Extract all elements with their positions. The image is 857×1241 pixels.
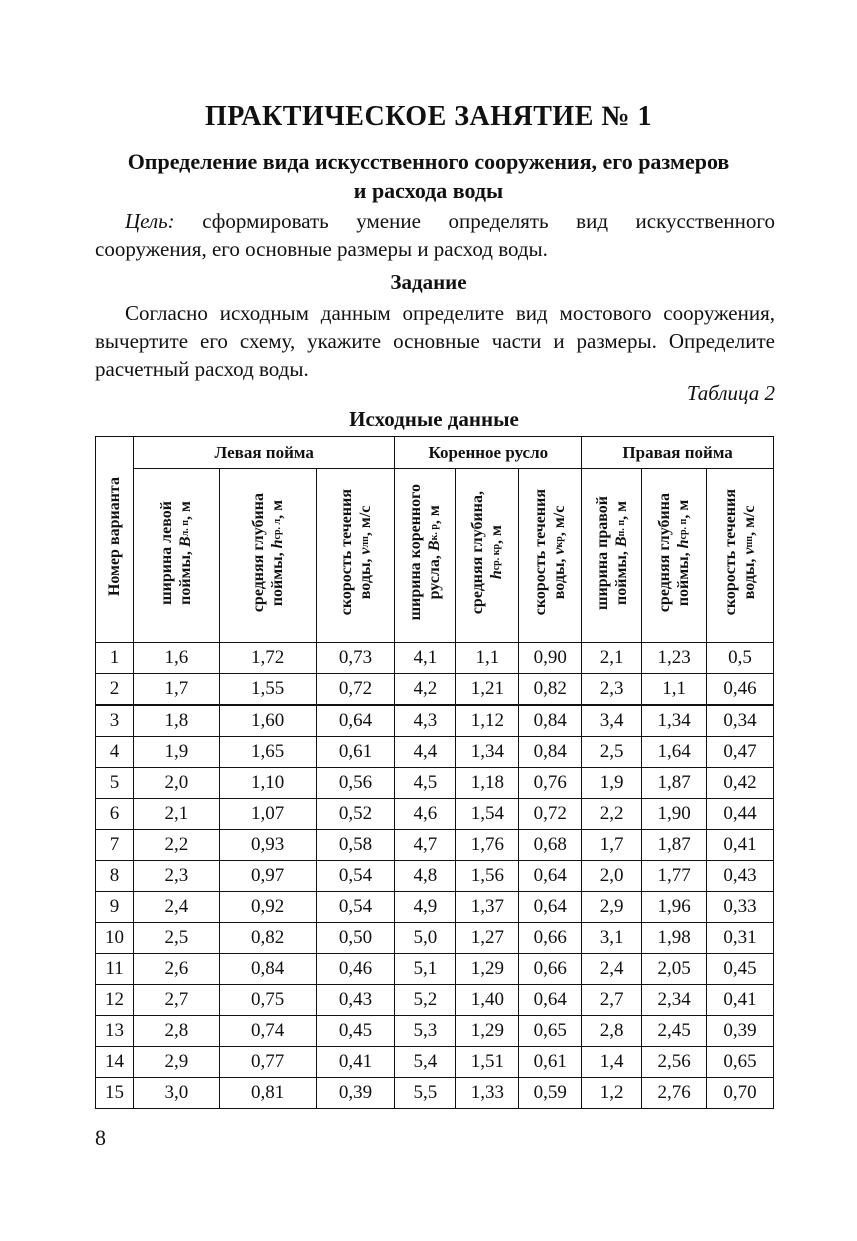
table-row bbox=[96, 892, 774, 923]
table-cell: 1,54 bbox=[456, 799, 519, 830]
column-header-line-2: поймы, bbox=[177, 546, 195, 605]
table-cell: 0,64 bbox=[519, 861, 582, 892]
table-cell: 1,9 bbox=[582, 768, 642, 799]
table-row bbox=[96, 674, 774, 706]
table-cell: 1,65 bbox=[219, 737, 316, 768]
table-cell: 0,84 bbox=[519, 737, 582, 768]
column-header-9 bbox=[707, 469, 774, 643]
table-cell: 0,72 bbox=[316, 674, 395, 706]
variant-number-cell: 2 bbox=[96, 674, 134, 706]
aim-paragraph bbox=[95, 207, 775, 263]
table-row bbox=[96, 861, 774, 892]
column-header-row bbox=[96, 469, 774, 643]
subtitle-line-1: Определение вида искусственного сооружения, его размеров bbox=[127, 149, 730, 174]
table-cell: 0,84 bbox=[219, 954, 316, 985]
table-cell: 1,1 bbox=[456, 643, 519, 674]
table-row bbox=[96, 1016, 774, 1047]
table-cell: 3,0 bbox=[133, 1078, 219, 1109]
table-cell: 2,1 bbox=[133, 799, 219, 830]
table-cell: 2,0 bbox=[133, 768, 219, 799]
column-header-text bbox=[468, 491, 506, 614]
table-cell: 1,12 bbox=[456, 705, 519, 737]
table-cell: 1,77 bbox=[642, 861, 707, 892]
table-row bbox=[96, 954, 774, 985]
table-cell: 5,3 bbox=[395, 1016, 456, 1047]
column-header-unit: , м bbox=[268, 499, 286, 519]
table-cell: 1,33 bbox=[456, 1078, 519, 1109]
column-header-3 bbox=[316, 469, 395, 643]
table-row bbox=[96, 1078, 774, 1109]
table-cell: 0,64 bbox=[316, 705, 395, 737]
variant-header-cell bbox=[96, 437, 134, 643]
table-cell: 1,07 bbox=[219, 799, 316, 830]
column-header-subscript: лп bbox=[359, 536, 371, 548]
column-header-line-1: средняя глубина bbox=[656, 492, 674, 613]
column-header-subscript: кр bbox=[554, 536, 566, 548]
table-cell: 1,87 bbox=[642, 830, 707, 861]
table-cell: 0,90 bbox=[519, 643, 582, 674]
variant-number-cell: 3 bbox=[96, 705, 134, 737]
table-cell: 2,7 bbox=[133, 985, 219, 1016]
table-label: Таблица 2 bbox=[686, 381, 775, 405]
table-cell: 0,92 bbox=[219, 892, 316, 923]
column-header-line-1: ширина правой bbox=[593, 495, 611, 610]
column-header-text bbox=[721, 489, 759, 615]
column-header-subscript: к. р bbox=[429, 524, 441, 541]
table-cell: 1,29 bbox=[456, 1016, 519, 1047]
column-header-unit: , м/с bbox=[356, 505, 374, 537]
column-header-line-1: скорость течения bbox=[532, 489, 550, 616]
task-paragraph: Согласно исходным данным определите вид мостового сооружения, вычертите его схему, укажите основные части и размеры. Определите расчетный расход воды. bbox=[95, 301, 775, 381]
table-cell: 1,4 bbox=[582, 1047, 642, 1078]
table-cell: 4,4 bbox=[395, 737, 456, 768]
table-cell: 0,64 bbox=[519, 985, 582, 1016]
table-cell: 0,84 bbox=[519, 705, 582, 737]
column-header-line-1: средняя глубина bbox=[249, 492, 267, 613]
column-header-text bbox=[337, 489, 375, 615]
table-cell: 0,41 bbox=[707, 830, 774, 861]
table-cell: 1,72 bbox=[219, 643, 316, 674]
column-header-unit: , м bbox=[177, 500, 195, 520]
table-cell: 2,9 bbox=[133, 1047, 219, 1078]
table-cell: 0,54 bbox=[316, 892, 395, 923]
column-header-subscript: п. п bbox=[615, 519, 627, 536]
column-header-line-1: скорость течения bbox=[337, 489, 355, 616]
table-cell: 0,42 bbox=[707, 768, 774, 799]
table-cell: 0,34 bbox=[707, 705, 774, 737]
table-cell: 0,46 bbox=[316, 954, 395, 985]
table-cell: 2,05 bbox=[642, 954, 707, 985]
table-cell: 0,82 bbox=[219, 923, 316, 954]
column-header-line-1: ширина коренного bbox=[407, 484, 425, 621]
column-header-text bbox=[593, 496, 631, 610]
table-cell: 0,46 bbox=[707, 674, 774, 706]
variant-number-cell: 6 bbox=[96, 799, 134, 830]
table-cell: 2,4 bbox=[582, 954, 642, 985]
table-cell: 0,61 bbox=[519, 1047, 582, 1078]
table-cell: 0,56 bbox=[316, 768, 395, 799]
variant-number-cell: 7 bbox=[96, 830, 134, 861]
column-header-symbol: h bbox=[488, 570, 506, 580]
variant-number-cell: 9 bbox=[96, 892, 134, 923]
table-cell: 1,21 bbox=[456, 674, 519, 706]
table-cell: 1,96 bbox=[642, 892, 707, 923]
column-header-symbol: B bbox=[612, 535, 630, 547]
table-cell: 0,68 bbox=[519, 830, 582, 861]
table-cell: 0,45 bbox=[316, 1016, 395, 1047]
table-cell: 1,98 bbox=[642, 923, 707, 954]
column-header-symbol: ν bbox=[551, 547, 569, 555]
table-cell: 0,50 bbox=[316, 923, 395, 954]
table-cell: 2,5 bbox=[582, 737, 642, 768]
table-row bbox=[96, 830, 774, 861]
table-cell: 0,70 bbox=[707, 1078, 774, 1109]
column-header-unit: , м/с bbox=[551, 505, 569, 537]
table-cell: 1,56 bbox=[456, 861, 519, 892]
table-cell: 0,65 bbox=[519, 1016, 582, 1047]
table-cell: 3,1 bbox=[582, 923, 642, 954]
variant-number-cell: 1 bbox=[96, 643, 134, 674]
column-header-symbol: B bbox=[177, 535, 195, 547]
table-cell: 5,2 bbox=[395, 985, 456, 1016]
table-row bbox=[96, 923, 774, 954]
table-cell: 1,6 bbox=[133, 643, 219, 674]
variant-number-cell: 10 bbox=[96, 923, 134, 954]
column-header-unit: , м bbox=[675, 499, 693, 519]
table-cell: 4,1 bbox=[395, 643, 456, 674]
table-cell: 0,81 bbox=[219, 1078, 316, 1109]
column-header-line-2: воды, bbox=[356, 554, 374, 600]
table-cell: 1,27 bbox=[456, 923, 519, 954]
variant-number-cell: 4 bbox=[96, 737, 134, 768]
table-cell: 0,75 bbox=[219, 985, 316, 1016]
column-header-text bbox=[531, 489, 569, 615]
column-header-unit: , м bbox=[612, 500, 630, 520]
task-heading: Задание bbox=[390, 270, 467, 294]
table-cell: 1,87 bbox=[642, 768, 707, 799]
table-cell: 0,43 bbox=[707, 861, 774, 892]
table-cell: 5,4 bbox=[395, 1047, 456, 1078]
table-cell: 1,40 bbox=[456, 985, 519, 1016]
table-title: Исходные данные bbox=[349, 407, 519, 431]
table-cell: 2,56 bbox=[642, 1047, 707, 1078]
table-cell: 1,64 bbox=[642, 737, 707, 768]
table-cell: 0,41 bbox=[707, 985, 774, 1016]
variant-header: Номер варианта bbox=[105, 477, 123, 597]
table-cell: 2,9 bbox=[582, 892, 642, 923]
table-cell: 0,54 bbox=[316, 861, 395, 892]
column-header-symbol: ν bbox=[356, 547, 374, 555]
column-header-unit: , м bbox=[488, 525, 506, 545]
group-right-floodplain: Правая пойма bbox=[582, 437, 774, 469]
table-cell: 4,2 bbox=[395, 674, 456, 706]
aim-label: Цель: bbox=[125, 209, 175, 233]
table-cell: 1,34 bbox=[642, 705, 707, 737]
table-body bbox=[96, 643, 774, 1109]
table-cell: 2,8 bbox=[133, 1016, 219, 1047]
table-cell: 1,29 bbox=[456, 954, 519, 985]
column-header-line-2: воды, bbox=[741, 554, 759, 600]
column-header-6 bbox=[519, 469, 582, 643]
table-cell: 0,66 bbox=[519, 954, 582, 985]
table-cell: 0,58 bbox=[316, 830, 395, 861]
table-cell: 0,82 bbox=[519, 674, 582, 706]
table-cell: 0,31 bbox=[707, 923, 774, 954]
table-cell: 0,43 bbox=[316, 985, 395, 1016]
source-data-table bbox=[95, 436, 774, 1109]
table-cell: 1,8 bbox=[133, 705, 219, 737]
variant-number-cell: 15 bbox=[96, 1078, 134, 1109]
table-cell: 4,5 bbox=[395, 768, 456, 799]
table-cell: 1,7 bbox=[133, 674, 219, 706]
table-cell: 5,0 bbox=[395, 923, 456, 954]
column-header-symbol: ν bbox=[741, 547, 759, 555]
table-cell: 0,44 bbox=[707, 799, 774, 830]
table-cell: 4,3 bbox=[395, 705, 456, 737]
column-header-unit: , м/с bbox=[741, 505, 759, 537]
table-cell: 0,61 bbox=[316, 737, 395, 768]
table-row bbox=[96, 768, 774, 799]
table-cell: 2,6 bbox=[133, 954, 219, 985]
lesson-subtitle bbox=[80, 147, 777, 205]
table-cell: 4,7 bbox=[395, 830, 456, 861]
aim-text: сформировать умение определять вид искусственного сооружения, его основные размеры и расход воды. bbox=[95, 209, 775, 261]
table-cell: 2,1 bbox=[582, 643, 642, 674]
table-cell: 1,7 bbox=[582, 830, 642, 861]
table-cell: 0,73 bbox=[316, 643, 395, 674]
column-header-line-2: поймы, bbox=[268, 547, 286, 606]
table-cell: 1,1 bbox=[642, 674, 707, 706]
column-header-line-2: поймы, bbox=[675, 547, 693, 606]
column-header-7 bbox=[582, 469, 642, 643]
column-header-line-2: русла, bbox=[426, 551, 444, 600]
table-cell: 2,3 bbox=[133, 861, 219, 892]
column-header-unit: , м bbox=[426, 505, 444, 525]
table-cell: 0,47 bbox=[707, 737, 774, 768]
table-cell: 1,34 bbox=[456, 737, 519, 768]
variant-number-cell: 13 bbox=[96, 1016, 134, 1047]
page-number: 8 bbox=[95, 1125, 106, 1150]
table-cell: 1,9 bbox=[133, 737, 219, 768]
group-main-channel: Коренное русло bbox=[395, 437, 582, 469]
table-cell: 0,97 bbox=[219, 861, 316, 892]
table-cell: 1,37 bbox=[456, 892, 519, 923]
variant-number-cell: 8 bbox=[96, 861, 134, 892]
table-cell: 4,6 bbox=[395, 799, 456, 830]
column-header-2 bbox=[219, 469, 316, 643]
column-header-text bbox=[249, 493, 287, 612]
column-header-subscript: ср. кр bbox=[491, 544, 503, 571]
table-cell: 0,59 bbox=[519, 1078, 582, 1109]
table-row bbox=[96, 737, 774, 768]
table-row bbox=[96, 705, 774, 737]
table-cell: 0,5 bbox=[707, 643, 774, 674]
column-header-text bbox=[157, 501, 195, 605]
table-row bbox=[96, 1047, 774, 1078]
table-cell: 2,3 bbox=[582, 674, 642, 706]
column-header-8 bbox=[642, 469, 707, 643]
column-header-line-2: воды, bbox=[551, 554, 569, 600]
table-cell: 4,8 bbox=[395, 861, 456, 892]
column-header-subscript: пп bbox=[744, 536, 756, 548]
table-cell: 1,55 bbox=[219, 674, 316, 706]
table-cell: 2,2 bbox=[582, 799, 642, 830]
table-cell: 3,4 bbox=[582, 705, 642, 737]
table-cell: 5,1 bbox=[395, 954, 456, 985]
table-cell: 0,39 bbox=[316, 1078, 395, 1109]
table-cell: 0,33 bbox=[707, 892, 774, 923]
variant-number-cell: 5 bbox=[96, 768, 134, 799]
table-cell: 1,10 bbox=[219, 768, 316, 799]
variant-number-cell: 12 bbox=[96, 985, 134, 1016]
column-header-symbol: h bbox=[675, 538, 693, 548]
table-row bbox=[96, 985, 774, 1016]
column-header-text bbox=[406, 484, 444, 620]
table-cell: 0,41 bbox=[316, 1047, 395, 1078]
page-title: ПРАКТИЧЕСКОЕ ЗАНЯТИЕ № 1 bbox=[204, 101, 653, 132]
table-cell: 0,39 bbox=[707, 1016, 774, 1047]
column-header-subscript: ср. п bbox=[678, 518, 690, 539]
column-header-line-1: средняя глубина, bbox=[469, 490, 487, 615]
table-cell: 0,66 bbox=[519, 923, 582, 954]
column-header-4 bbox=[395, 469, 456, 643]
table-cell: 0,77 bbox=[219, 1047, 316, 1078]
group-header-row bbox=[96, 437, 774, 469]
table-cell: 0,64 bbox=[519, 892, 582, 923]
table-cell: 2,34 bbox=[642, 985, 707, 1016]
table-cell: 5,5 bbox=[395, 1078, 456, 1109]
column-header-symbol: h bbox=[268, 538, 286, 548]
column-header-line-2: поймы, bbox=[612, 546, 630, 605]
subtitle-line-2: и расхода воды bbox=[353, 178, 504, 203]
table-cell: 1,90 bbox=[642, 799, 707, 830]
table-cell: 2,8 bbox=[582, 1016, 642, 1047]
column-header-5 bbox=[456, 469, 519, 643]
table-cell: 2,76 bbox=[642, 1078, 707, 1109]
table-cell: 2,2 bbox=[133, 830, 219, 861]
table-cell: 2,4 bbox=[133, 892, 219, 923]
table-cell: 2,5 bbox=[133, 923, 219, 954]
column-header-symbol: B bbox=[426, 540, 444, 552]
table-cell: 0,45 bbox=[707, 954, 774, 985]
table-cell: 4,9 bbox=[395, 892, 456, 923]
table-cell: 2,45 bbox=[642, 1016, 707, 1047]
table-cell: 1,18 bbox=[456, 768, 519, 799]
column-header-text bbox=[655, 493, 693, 612]
table-row bbox=[96, 799, 774, 830]
column-header-line-1: ширина левой bbox=[158, 500, 176, 605]
table-cell: 2,7 bbox=[582, 985, 642, 1016]
table-cell: 1,76 bbox=[456, 830, 519, 861]
column-header-1 bbox=[133, 469, 219, 643]
table-cell: 1,2 bbox=[582, 1078, 642, 1109]
column-header-line-1: скорость течения bbox=[722, 489, 740, 616]
table-cell: 2,0 bbox=[582, 861, 642, 892]
column-header-subscript: ср. л bbox=[271, 518, 283, 539]
table-cell: 0,74 bbox=[219, 1016, 316, 1047]
table-cell: 0,65 bbox=[707, 1047, 774, 1078]
table-cell: 0,52 bbox=[316, 799, 395, 830]
table-cell: 1,51 bbox=[456, 1047, 519, 1078]
table-cell: 0,93 bbox=[219, 830, 316, 861]
table-cell: 0,76 bbox=[519, 768, 582, 799]
column-header-subscript: л. п bbox=[180, 519, 192, 536]
table-cell: 0,72 bbox=[519, 799, 582, 830]
table-row bbox=[96, 643, 774, 674]
variant-number-cell: 11 bbox=[96, 954, 134, 985]
table-cell: 1,23 bbox=[642, 643, 707, 674]
variant-number-cell: 14 bbox=[96, 1047, 134, 1078]
group-left-floodplain: Левая пойма bbox=[133, 437, 395, 469]
table-cell: 1,60 bbox=[219, 705, 316, 737]
